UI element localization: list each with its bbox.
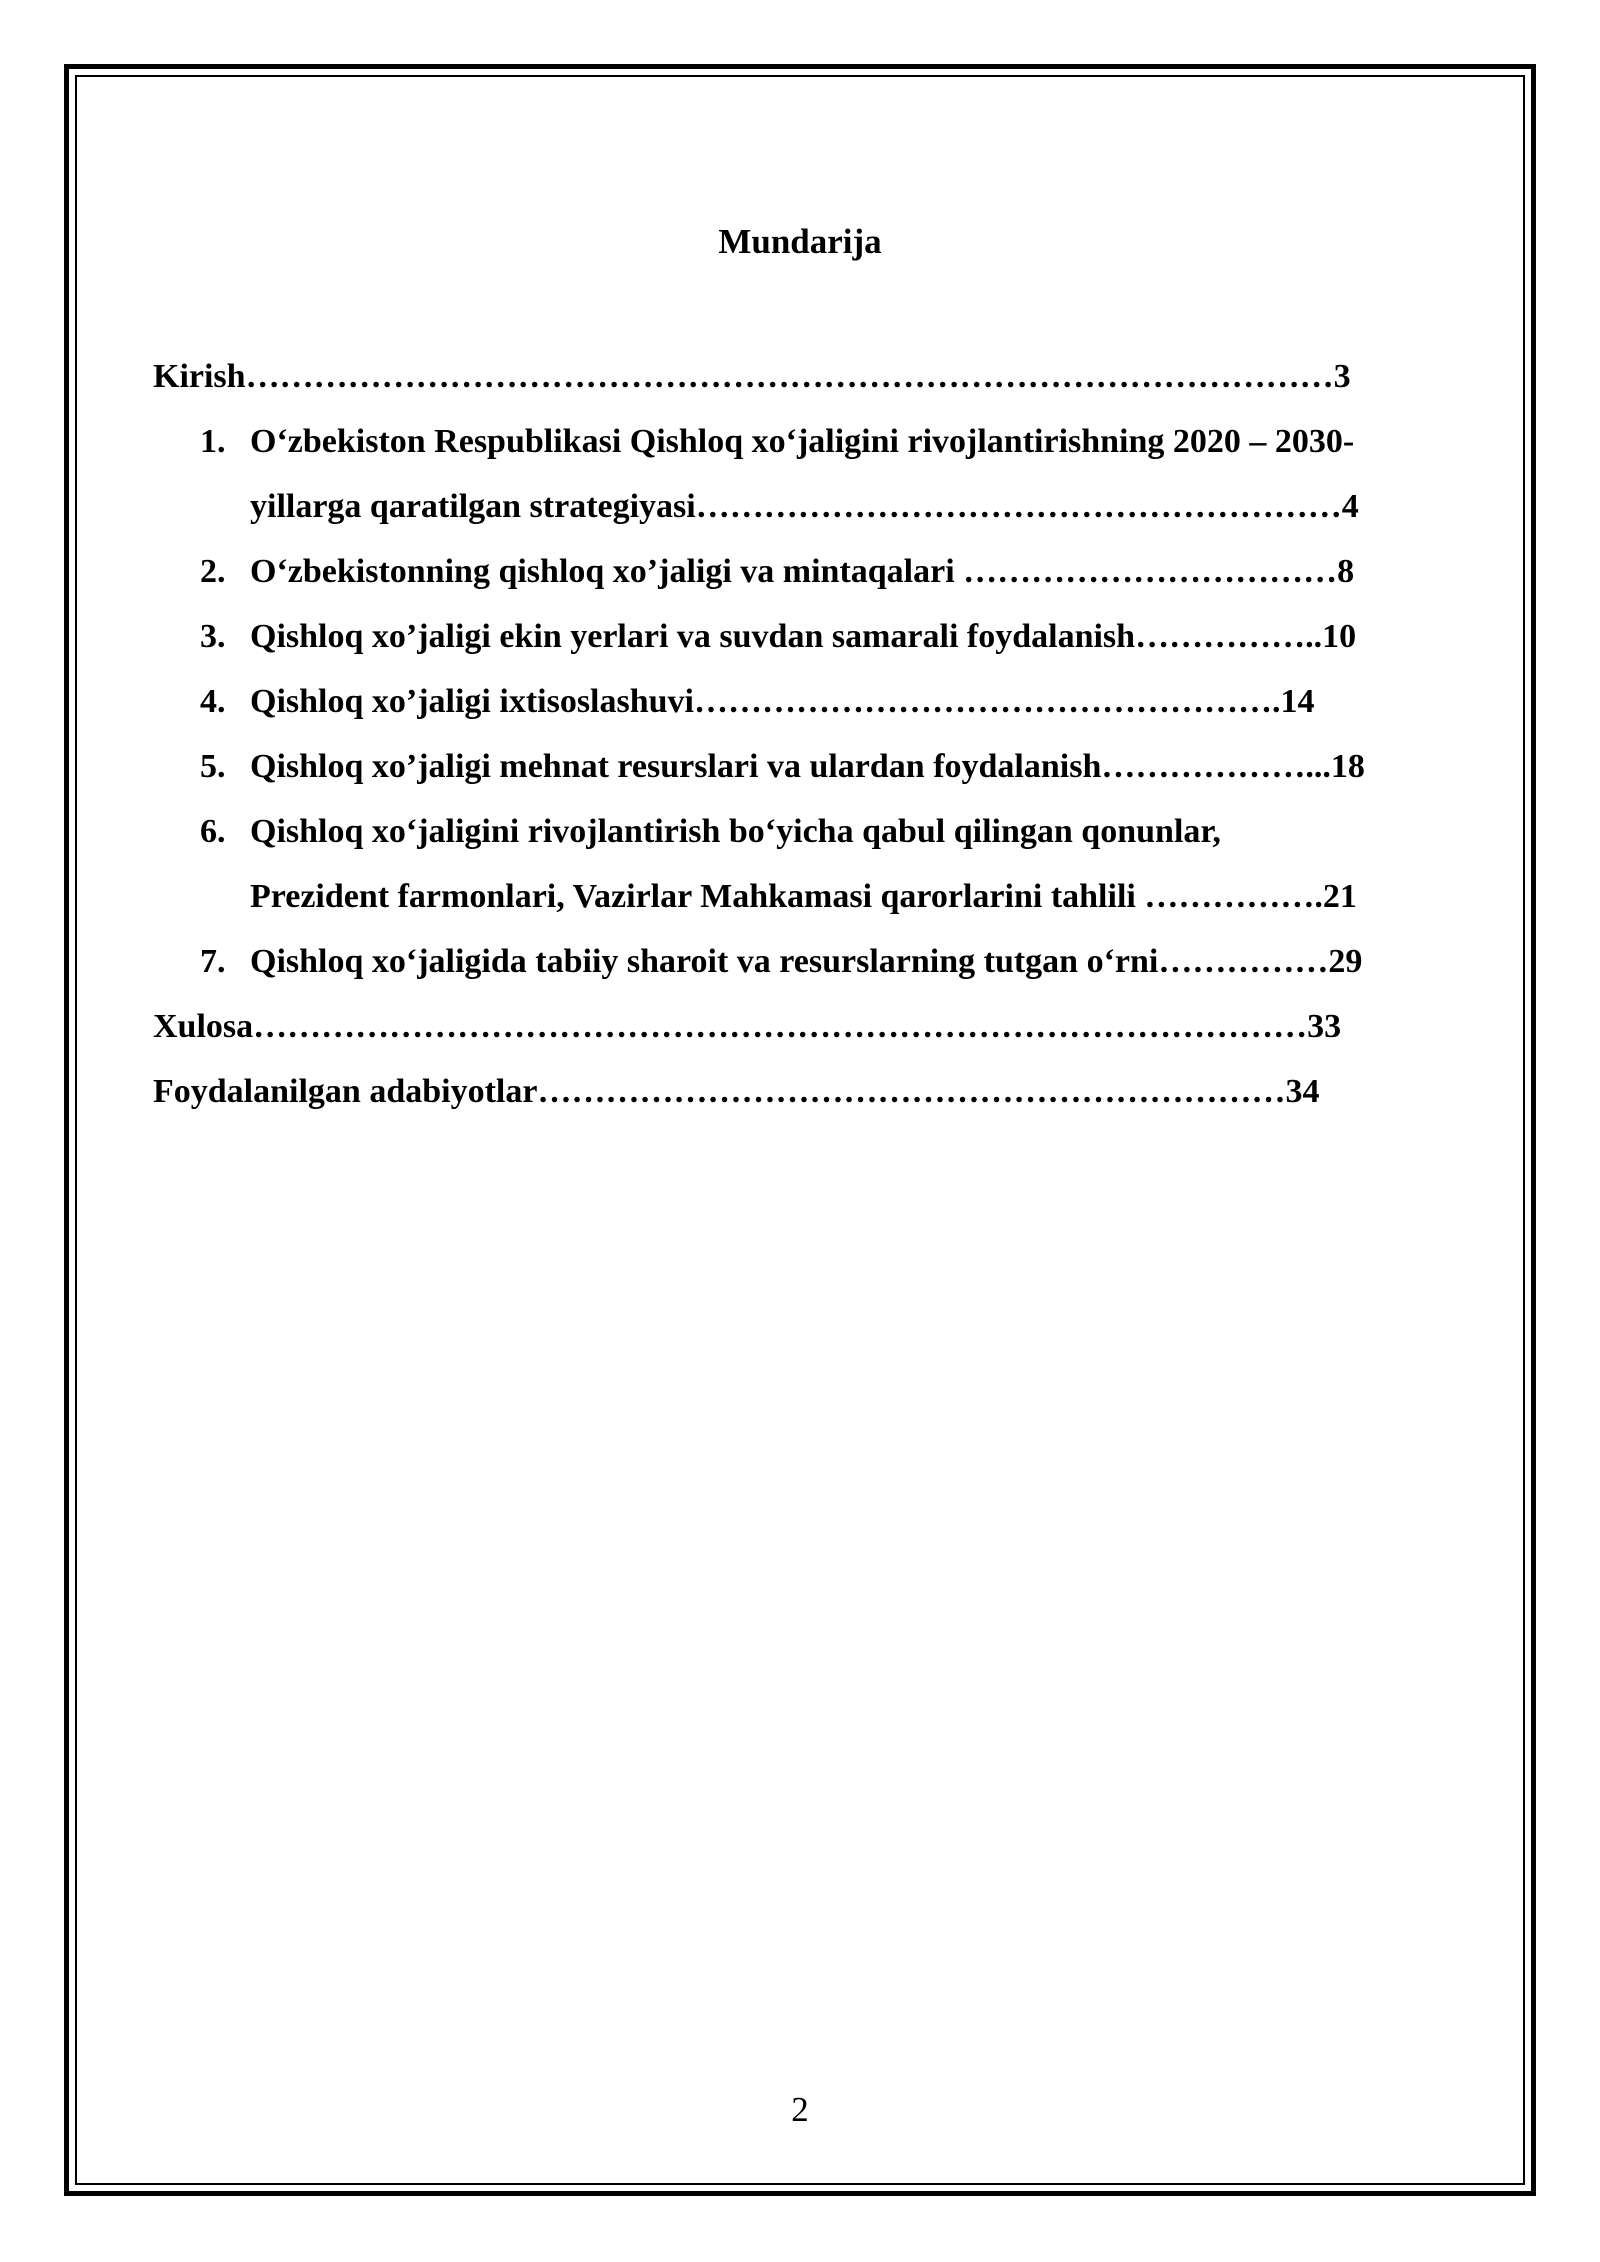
toc-item-text: Prezident farmonlari, Vazirlar Mahkamasi qarorlarini tahlili …………….21: [250, 878, 1357, 915]
toc-item-text: O‘zbekistonning qishloq xo’jaligi va mintaqalari ……………………………8: [250, 553, 1355, 590]
toc-entry-kirish: Kirish……………………………………………………………………………………3: [153, 358, 1351, 395]
toc-item-text: Qishloq xo’jaligi mehnat resurslari va ulardan foydalanish………………...18: [250, 748, 1365, 785]
toc-item-text: Qishloq xo‘jaligida tabiiy sharoit va resurslarning tutgan o‘rni……………29: [250, 943, 1363, 980]
toc-item-text: Qishloq xo’jaligi ixtisoslashuvi…………………………………………….14: [250, 683, 1315, 720]
toc-item-number: 2.: [200, 553, 226, 590]
toc-item-number: 7.: [200, 943, 226, 980]
toc-item-text: Qishloq xo’jaligi ekin yerlari va suvdan samarali foydalanish……………..10: [250, 618, 1357, 655]
toc-item-number: 1.: [200, 423, 226, 460]
toc-item-text: yillarga qaratilgan strategiyasi…………………………………………………4: [250, 488, 1359, 525]
page-number: 2: [791, 2090, 809, 2129]
page-title: Mundarija: [718, 222, 882, 261]
toc-entry-adabiyotlar: Foydalanilgan adabiyotlar…………………………………………………………34: [153, 1073, 1320, 1110]
toc-item-text: Qishloq xo‘jaligini rivojlantirish bo‘yicha qabul qilingan qonunlar,: [250, 813, 1221, 850]
toc-item-number: 4.: [200, 683, 226, 720]
toc-item-text: O‘zbekiston Respublikasi Qishloq xo‘jaligini rivojlantirishning 2020 – 2030-: [250, 423, 1355, 460]
toc-entry-xulosa: Xulosa…………………………………………………………………………………33: [153, 1008, 1342, 1045]
toc-item-number: 5.: [200, 748, 226, 785]
toc-item-number: 3.: [200, 618, 226, 655]
toc-item-number: 6.: [200, 813, 226, 850]
